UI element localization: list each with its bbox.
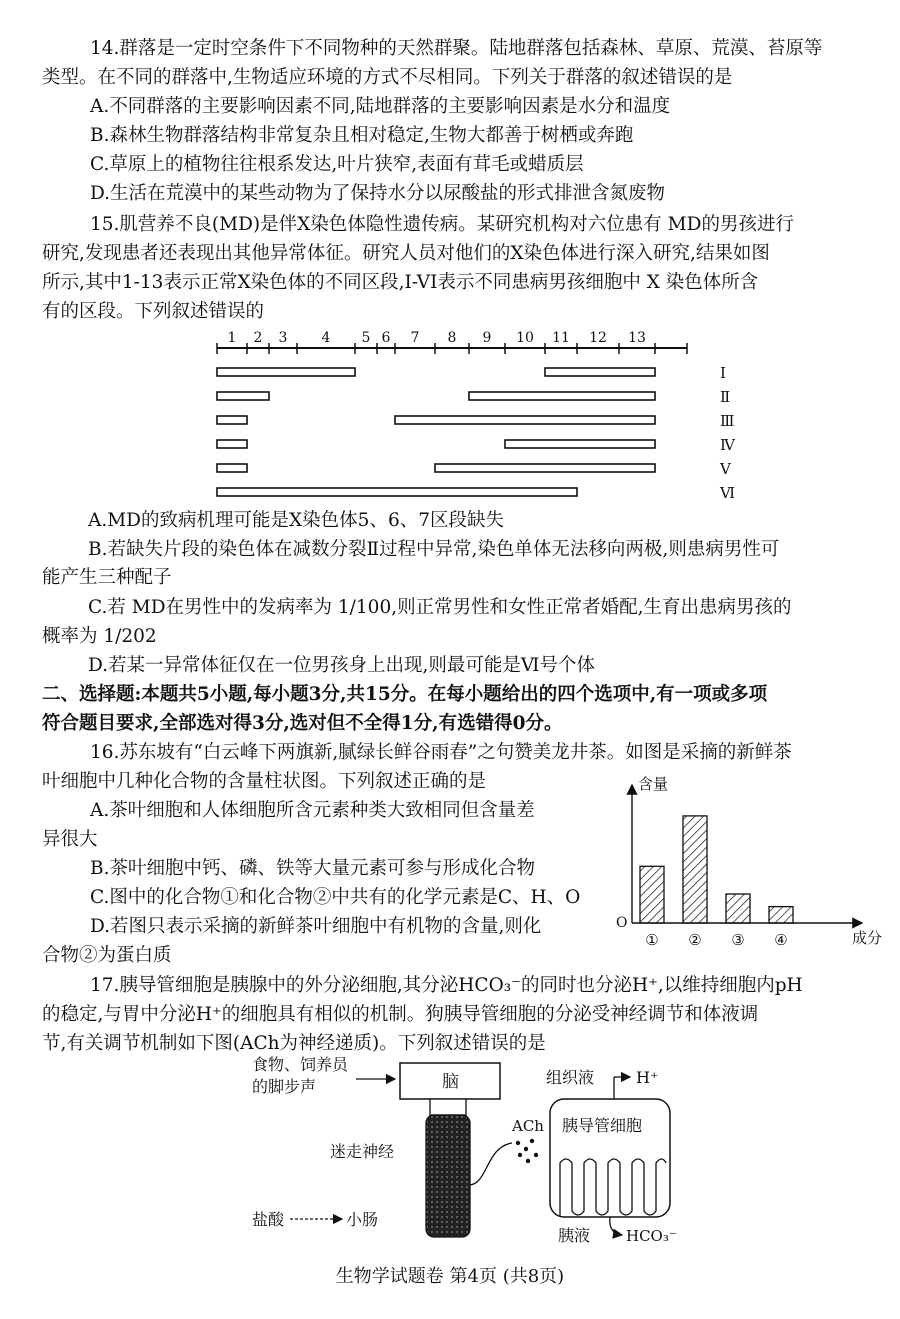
y-axis-label: 含量	[638, 775, 669, 793]
small-intestine-shape	[426, 1115, 470, 1237]
segment-label: 11	[552, 330, 570, 346]
category-label: ③	[731, 931, 745, 949]
segment-label: 9	[482, 330, 492, 346]
chromosome-segment-bar	[395, 416, 655, 424]
nerve-fiber	[470, 1143, 512, 1185]
content-bar-chart	[600, 775, 890, 955]
category-label: ②	[688, 931, 702, 949]
duct-cell-label: 胰导管细胞	[562, 1116, 643, 1135]
segment-label: 4	[321, 330, 331, 346]
q16-option-a-line-1: A.茶叶细胞和人体细胞所含元素种类大致相同但含量差	[90, 800, 535, 821]
section-2-heading-line-1: 二、选择题:本题共5小题,每小题3分,共15分。在每小题给出的四个选项中,有一项或多项	[42, 684, 768, 705]
x-axis-label: 成分	[852, 929, 883, 947]
row-label: Ⅵ	[720, 484, 736, 502]
q15-stem-line-4: 有的区段。下列叙述错误的	[42, 301, 265, 322]
q15-option-d: D.若某一异常体征仅在一位男孩身上出现,则最可能是Ⅵ号个体	[88, 655, 596, 676]
row-label: Ⅲ	[720, 412, 735, 430]
bicarbonate-label: HCO₃⁻	[626, 1227, 677, 1245]
q15-option-a: A.MD的致病机理可能是X染色体5、6、7区段缺失	[88, 510, 504, 531]
bar	[726, 894, 750, 923]
regulation-diagram	[230, 1055, 710, 1250]
q15-stem-line-3: 所示,其中1-13表示正常X染色体的不同区段,I-VI表示不同患病男孩细胞中 X 染色体所含	[42, 272, 759, 293]
q14-stem-line-2: 类型。在不同的群落中,生物适应环境的方式不尽相同。下列关于群落的叙述错误的是	[42, 67, 733, 88]
q15-option-b-line-2: 能产生三种配子	[42, 567, 172, 588]
origin-label: O	[616, 915, 628, 931]
q14-option-c: C.草原上的植物往往根系发达,叶片狭窄,表面有茸毛或蜡质层	[90, 154, 584, 175]
q14-option-d: D.生活在荒漠中的某些动物为了保持水分以尿酸盐的形式排泄含氮废物	[90, 183, 666, 204]
q16-stem-line-1: 16.苏东坡有“白云峰下两旗新,腻绿长鲜谷雨春”之句赞美龙井茶。如图是采摘的新鲜茶	[90, 742, 792, 763]
segment-label: 5	[361, 330, 371, 346]
q15-option-c-line-1: C.若 MD在男性中的发病率为 1/100,则正常男性和女性正常者婚配,生育出患病男孩的	[88, 597, 792, 618]
q16-stem-line-2: 叶细胞中几种化合物的含量柱状图。下列叙述正确的是	[42, 771, 487, 792]
segment-label: 3	[278, 330, 288, 346]
vagus-nerve-label: 迷走神经	[330, 1142, 395, 1161]
chromosome-segment-bar	[217, 416, 247, 424]
section-2-heading-line-2: 符合题目要求,全部选对得3分,选对但不全得1分,有选错得0分。	[42, 713, 563, 734]
q14-option-a: A.不同群落的主要影响因素不同,陆地群落的主要影响因素是水分和温度	[90, 96, 671, 117]
row-label: Ⅰ	[720, 364, 726, 382]
hydrochloric-acid-label: 盐酸	[252, 1210, 285, 1229]
food-label: 食物、饲养员	[252, 1055, 349, 1074]
chromosome-segment-bar	[505, 440, 655, 448]
segment-label: 7	[410, 330, 420, 346]
brain-label: 脑	[442, 1072, 459, 1092]
small-intestine-label: 小肠	[346, 1210, 379, 1229]
q14-option-b: B.森林生物群落结构非常复杂且相对稳定,生物大都善于树栖或奔跑	[90, 125, 634, 146]
q14-stem-line-1: 14.群落是一定时空条件下不同物种的天然群聚。陆地群落包括森林、草原、荒漠、苔原等	[90, 38, 823, 59]
chromosome-segment-bar	[217, 440, 247, 448]
segment-label: 8	[447, 330, 457, 346]
chromosome-segment-bar	[545, 368, 655, 376]
segment-label: 13	[628, 330, 646, 346]
bar	[640, 866, 664, 923]
category-label: ④	[774, 931, 788, 949]
chromosome-segment-bar	[217, 488, 577, 496]
bar	[769, 907, 793, 923]
q16-option-b: B.茶叶细胞中钙、磷、铁等大量元素可参与形成化合物	[90, 858, 535, 879]
q17-stem-line-3: 节,有关调节机制如下图(ACh为神经递质)。下列叙述错误的是	[42, 1033, 546, 1054]
q15-option-b-line-1: B.若缺失片段的染色体在减数分裂Ⅱ过程中异常,染色单体无法移向两极,则患病男性可	[88, 539, 780, 560]
pancreatic-juice-label: 胰液	[558, 1226, 591, 1245]
q15-stem-line-1: 15.肌营养不良(MD)是伴X染色体隐性遗传病。某研究机构对六位患有 MD的男孩进行	[90, 214, 794, 235]
segment-label: 10	[516, 330, 534, 346]
q15-option-c-line-2: 概率为 1/202	[42, 626, 157, 647]
ach-particles	[516, 1139, 538, 1163]
q17-stem-line-2: 的稳定,与胃中分泌H⁺的细胞具有相似的机制。狗胰导管细胞的分泌受神经调节和体液调	[42, 1004, 759, 1025]
row-label: Ⅳ	[720, 436, 735, 454]
footsteps-label: 的脚步声	[252, 1077, 317, 1096]
chromosome-segment-bar	[217, 392, 269, 400]
q16-option-c: C.图中的化合物①和化合物②中共有的化学元素是C、H、O	[90, 887, 581, 908]
ach-label: ACh	[512, 1117, 544, 1135]
segment-label: 1	[227, 330, 237, 346]
segment-label: 12	[589, 330, 607, 346]
q16-option-d-line-2: 合物②为蛋白质	[42, 945, 172, 966]
segment-label: 6	[381, 330, 391, 346]
page-footer: 生物学试题卷 第4页 (共8页)	[335, 1266, 565, 1287]
tissue-fluid-label: 组织液	[546, 1068, 595, 1087]
chromosome-figure	[205, 328, 765, 508]
chromosome-segment-bar	[217, 464, 247, 472]
q15-stem-line-2: 研究,发现患者还表现出其他异常体征。研究人员对他们的X染色体进行深入研究,结果如图	[42, 243, 770, 264]
row-label: Ⅱ	[720, 388, 731, 406]
chromosome-segment-bar	[217, 368, 355, 376]
row-label: Ⅴ	[720, 460, 731, 478]
bar	[683, 816, 707, 923]
q16-option-a-line-2: 异很大	[42, 829, 98, 850]
segment-label: 2	[253, 330, 263, 346]
category-label: ①	[645, 931, 659, 949]
q16-option-d-line-1: D.若图只表示采摘的新鲜茶叶细胞中有机物的含量,则化	[90, 916, 542, 937]
chromosome-segment-bar	[469, 392, 655, 400]
q17-stem-line-1: 17.胰导管细胞是胰腺中的外分泌细胞,其分泌HCO₃⁻的同时也分泌H⁺,以维持细胞内pH	[90, 975, 803, 996]
chromosome-segment-bar	[435, 464, 655, 472]
h-ion-label: H⁺	[636, 1068, 659, 1087]
